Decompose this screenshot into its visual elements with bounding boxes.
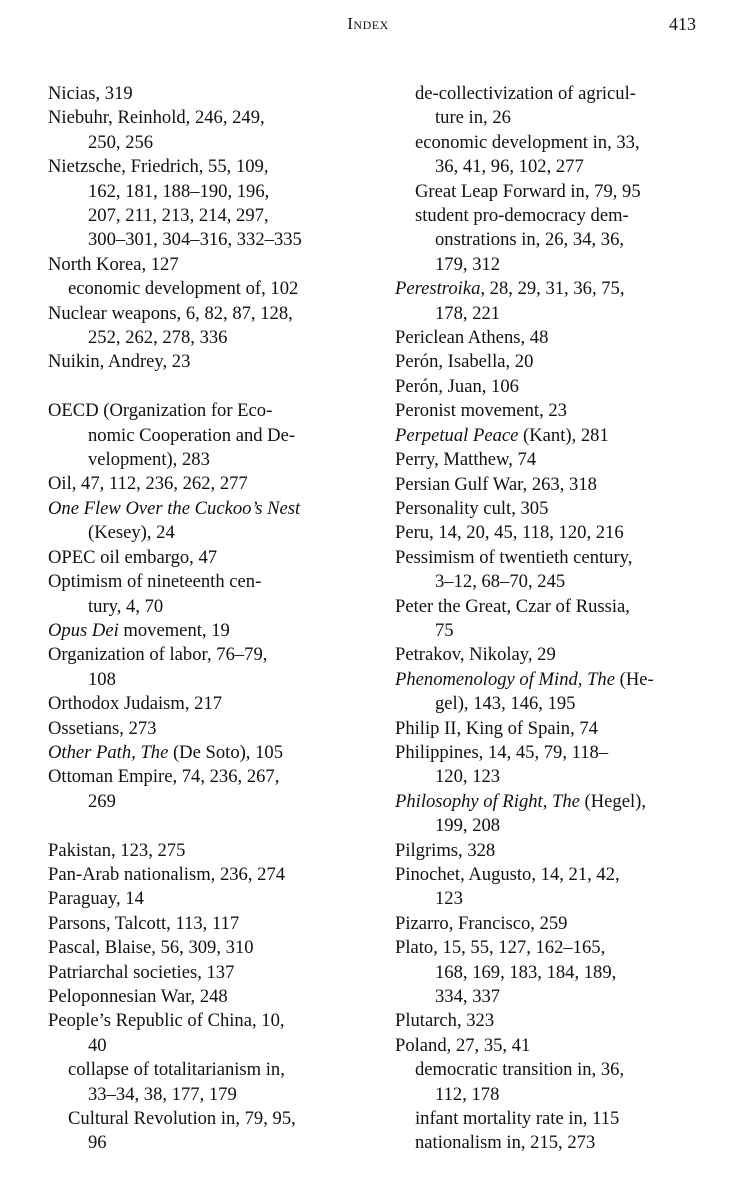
index-entry	[48, 253, 368, 277]
entry-continuation-line	[48, 668, 368, 692]
entry-text: Orthodox Judaism, 217	[48, 693, 223, 715]
entry-line	[395, 375, 715, 399]
entry-line	[48, 253, 368, 277]
entry-line	[395, 1009, 715, 1033]
entry-text: Parsons, Talcott, 113, 117	[48, 912, 240, 934]
entry-text: Pinochet, Augusto, 14, 21, 42,	[395, 864, 620, 885]
index-entry	[395, 375, 715, 399]
entry-line	[395, 546, 715, 570]
index-entry	[395, 839, 715, 863]
entry-continuation-line	[395, 253, 715, 277]
index-entry	[48, 863, 368, 887]
index-subentry	[395, 204, 715, 277]
entry-line	[48, 472, 368, 496]
entry-text: Plato, 15, 55, 127, 162–165,	[395, 937, 606, 959]
entry-text: Perón, Isabella, 20	[395, 351, 534, 373]
entry-line	[395, 1131, 715, 1155]
entry-text: velopment), 283	[88, 449, 210, 471]
entry-line	[395, 131, 715, 155]
index-entry	[48, 350, 368, 374]
entry-text: Nietzsche, Friedrich, 55, 109,	[48, 156, 269, 178]
entry-line	[395, 277, 715, 301]
entry-text: Peronist movement, 23	[395, 400, 567, 422]
entry-continuation-line	[48, 424, 368, 448]
index-entry	[48, 472, 368, 496]
entry-text: economic development of, 102	[68, 278, 299, 300]
entry-continuation-line	[48, 228, 368, 252]
entry-text: Nuclear weapons, 6, 82, 87, 128,	[48, 302, 293, 324]
entry-line	[395, 180, 715, 204]
index-entry	[48, 619, 368, 643]
entry-line	[48, 302, 368, 326]
entry-text: gel), 143, 146, 195	[435, 693, 576, 715]
index-subentry	[395, 82, 715, 131]
entry-line	[48, 546, 368, 570]
italic-title-text: One Flew Over the Cuckoo’s Nest	[48, 497, 301, 519]
entry-text: 162, 181, 188–190, 196,	[88, 180, 270, 202]
entry-text: (He-	[614, 668, 654, 690]
entry-line	[48, 912, 368, 936]
entry-continuation-line	[395, 887, 715, 911]
index-entry	[395, 717, 715, 741]
entry-text: Ottoman Empire, 74, 236, 267,	[48, 766, 280, 788]
entry-text: Philippines, 14, 45, 79, 118–	[395, 741, 609, 763]
entry-line	[48, 936, 368, 960]
entry-text: Pascal, Blaise, 56, 309, 310	[48, 937, 254, 959]
index-entry	[48, 497, 368, 546]
entry-text: 40	[88, 1034, 107, 1056]
entry-text: 334, 337	[435, 986, 501, 1008]
entry-text: Optimism of nineteenth cen-	[48, 571, 262, 593]
italic-title-text: Perpetual Peace	[395, 424, 519, 446]
entry-text: OECD (Organization for Eco-	[48, 400, 273, 422]
entry-text: 123	[435, 888, 463, 910]
entry-line	[48, 887, 368, 911]
entry-continuation-line	[395, 814, 715, 838]
entry-continuation-line	[48, 1034, 368, 1058]
entry-continuation-line	[395, 302, 715, 326]
index-subentry	[395, 180, 715, 204]
index-entry	[48, 643, 368, 692]
entry-continuation-line	[395, 619, 715, 643]
entry-line	[48, 717, 368, 741]
entry-line	[395, 82, 715, 106]
entry-text: de-collectivization of agricul-	[415, 83, 636, 104]
index-entry	[395, 741, 715, 790]
entry-line	[48, 350, 368, 374]
entry-text: democratic transition in, 36,	[415, 1059, 625, 1081]
entry-continuation-line	[395, 106, 715, 130]
index-column-right	[395, 82, 715, 1156]
entry-text: Peru, 14, 20, 45, 118, 120, 216	[395, 522, 624, 544]
section-gap	[48, 814, 368, 838]
entry-line	[395, 936, 715, 960]
entry-line	[48, 741, 368, 765]
index-subentry	[395, 1107, 715, 1131]
index-entry	[48, 839, 368, 863]
entry-text: economic development in, 33,	[415, 131, 640, 153]
index-entry	[395, 1009, 715, 1033]
entry-text: 207, 211, 213, 214, 297,	[88, 205, 269, 227]
index-entry	[395, 473, 715, 497]
entry-line	[395, 643, 715, 667]
entry-text: student pro-democracy dem-	[415, 205, 629, 227]
index-entry	[395, 790, 715, 839]
index-entry	[395, 277, 715, 326]
italic-title-text: Philosophy of Right, The	[395, 790, 580, 812]
entry-line	[395, 204, 715, 228]
entry-text: Niebuhr, Reinhold, 246, 249,	[48, 107, 265, 129]
entry-text: Pilgrims, 328	[395, 839, 496, 861]
entry-line	[48, 1058, 368, 1082]
entry-line	[395, 863, 715, 887]
entry-line	[395, 595, 715, 619]
page-number: 413	[669, 14, 696, 34]
index-column-left	[48, 82, 368, 1156]
entry-line	[395, 399, 715, 423]
entry-text: nationalism in, 215, 273	[415, 1132, 596, 1154]
index-entry	[395, 546, 715, 595]
index-entry	[48, 887, 368, 911]
index-entry	[395, 521, 715, 545]
entry-line	[48, 497, 368, 521]
entry-text: Perón, Juan, 106	[395, 375, 519, 397]
entry-text: 179, 312	[435, 253, 501, 275]
page-header	[0, 14, 736, 40]
index-entry	[48, 82, 368, 106]
entry-continuation-line	[395, 155, 715, 179]
entry-text: 250, 256	[88, 131, 154, 153]
entry-continuation-line	[395, 985, 715, 1009]
entry-text: onstrations in, 26, 34, 36,	[435, 229, 625, 251]
index-entry	[395, 448, 715, 472]
entry-text: nomic Cooperation and De-	[88, 424, 296, 446]
entry-continuation-line	[48, 521, 368, 545]
entry-line	[395, 1058, 715, 1082]
entry-text: Petrakov, Nikolay, 29	[395, 644, 556, 666]
index-entry	[48, 985, 368, 1009]
entry-text: 112, 178	[435, 1083, 500, 1105]
entry-line	[48, 1009, 368, 1033]
index-subentry	[395, 1058, 715, 1107]
entry-line	[48, 82, 368, 106]
entry-text: 96	[88, 1132, 107, 1154]
index-entry	[48, 1009, 368, 1058]
entry-continuation-line	[48, 204, 368, 228]
index-entry	[395, 399, 715, 423]
entry-text: 252, 262, 278, 336	[88, 327, 228, 349]
entry-text: Persian Gulf War, 263, 318	[395, 473, 597, 495]
italic-title-text: Perestroika,	[395, 278, 486, 300]
entry-text: 33–34, 38, 177, 179	[88, 1083, 237, 1105]
italic-title-text: Opus Dei	[48, 619, 119, 641]
entry-text: Pizarro, Francisco, 259	[395, 912, 568, 934]
index-entry	[48, 765, 368, 814]
entry-text: Nicias, 319	[48, 83, 133, 104]
entry-line	[395, 717, 715, 741]
entry-text: (Kant), 281	[518, 424, 609, 446]
entry-line	[395, 790, 715, 814]
entry-text: 199, 208	[435, 815, 501, 837]
entry-text: Perry, Matthew, 74	[395, 449, 537, 471]
entry-continuation-line	[395, 765, 715, 789]
entry-line	[395, 521, 715, 545]
index-entry	[395, 912, 715, 936]
entry-text: 269	[88, 790, 116, 812]
entry-line	[48, 619, 368, 643]
entry-text: Organization of labor, 76–79,	[48, 644, 268, 666]
entry-line	[48, 277, 368, 301]
entry-text: ture in, 26	[435, 107, 511, 129]
entry-line	[48, 155, 368, 179]
index-entry	[48, 961, 368, 985]
entry-line	[48, 570, 368, 594]
entry-continuation-line	[395, 570, 715, 594]
entry-line	[48, 765, 368, 789]
index-entry	[48, 912, 368, 936]
index-subentry	[48, 1058, 368, 1107]
italic-title-text: Phenomenology of Mind, The	[395, 668, 615, 690]
entry-line	[48, 399, 368, 423]
index-entry	[48, 741, 368, 765]
entry-text: (Kesey), 24	[88, 522, 175, 544]
entry-text: Pan-Arab nationalism, 236, 274	[48, 863, 286, 885]
index-entry	[395, 424, 715, 448]
entry-line	[395, 912, 715, 936]
entry-continuation-line	[48, 595, 368, 619]
entry-continuation-line	[48, 448, 368, 472]
entry-continuation-line	[395, 961, 715, 985]
entry-continuation-line	[48, 326, 368, 350]
italic-title-text: Other Path, The	[48, 741, 169, 763]
entry-text: Patriarchal societies, 137	[48, 961, 235, 983]
entry-line	[395, 326, 715, 350]
entry-text: tury, 4, 70	[88, 595, 164, 617]
entry-continuation-line	[48, 1083, 368, 1107]
entry-line	[395, 1107, 715, 1131]
entry-text: 178, 221	[435, 302, 501, 324]
entry-continuation-line	[48, 790, 368, 814]
entry-text: movement, 19	[118, 619, 230, 641]
index-entry	[395, 1034, 715, 1058]
index-entry	[395, 595, 715, 644]
index-entry	[395, 326, 715, 350]
index-entry	[395, 668, 715, 717]
index-entry	[395, 643, 715, 667]
entry-line	[48, 643, 368, 667]
entry-line	[395, 668, 715, 692]
entry-text: 108	[88, 668, 116, 690]
entry-text: 75	[435, 619, 454, 641]
index-subentry	[48, 1107, 368, 1156]
index-entry	[48, 692, 368, 716]
entry-text: infant mortality rate in, 115	[415, 1108, 620, 1130]
entry-line	[395, 473, 715, 497]
entry-line	[48, 1107, 368, 1131]
index-entry	[48, 399, 368, 472]
entry-text: 3–12, 68–70, 245	[435, 571, 566, 593]
entry-text: Periclean Athens, 48	[395, 327, 549, 349]
entry-line	[48, 106, 368, 130]
index-subentry	[395, 1131, 715, 1155]
entry-text: Paraguay, 14	[48, 888, 144, 910]
entry-line	[395, 839, 715, 863]
entry-text: 28, 29, 31, 36, 75,	[485, 278, 625, 300]
entry-line	[48, 839, 368, 863]
index-entry	[395, 350, 715, 374]
entry-text: North Korea, 127	[48, 253, 179, 275]
entry-continuation-line	[48, 131, 368, 155]
index-entry	[48, 570, 368, 619]
entry-text: Poland, 27, 35, 41	[395, 1034, 531, 1056]
entry-line	[48, 961, 368, 985]
entry-text: 300–301, 304–316, 332–335	[88, 229, 302, 251]
index-entry	[48, 546, 368, 570]
index-entry	[48, 717, 368, 741]
entry-text: Cultural Revolution in, 79, 95,	[68, 1108, 296, 1130]
entry-text: Nuikin, Andrey, 23	[48, 351, 191, 373]
entry-line	[395, 448, 715, 472]
entry-text: Plutarch, 323	[395, 1010, 495, 1032]
entry-line	[48, 863, 368, 887]
entry-continuation-line	[395, 228, 715, 252]
entry-text: OPEC oil embargo, 47	[48, 546, 218, 568]
entry-continuation-line	[48, 180, 368, 204]
entry-text: Peter the Great, Czar of Russia,	[395, 595, 630, 617]
entry-text: collapse of totalitarianism in,	[68, 1059, 285, 1081]
index-entry	[395, 863, 715, 912]
entry-text: 168, 169, 183, 184, 189,	[435, 961, 617, 983]
index-subentry	[395, 131, 715, 180]
index-entry	[48, 936, 368, 960]
entry-text: (Hegel),	[579, 790, 646, 812]
entry-text: Philip II, King of Spain, 74	[395, 717, 598, 739]
entry-text: Pakistan, 123, 275	[48, 839, 186, 861]
index-entry	[48, 155, 368, 253]
index-entry	[48, 302, 368, 351]
entry-line	[395, 741, 715, 765]
entry-text: Oil, 47, 112, 236, 262, 277	[48, 473, 248, 495]
index-entry	[395, 936, 715, 1009]
entry-continuation-line	[395, 692, 715, 716]
index-subentry	[48, 277, 368, 301]
entry-continuation-line	[48, 1131, 368, 1155]
entry-text: 36, 41, 96, 102, 277	[435, 156, 584, 178]
entry-text: 120, 123	[435, 766, 501, 788]
entry-line	[395, 497, 715, 521]
running-title: Index	[347, 14, 389, 33]
section-gap	[48, 375, 368, 399]
entry-line	[395, 1034, 715, 1058]
entry-line	[48, 985, 368, 1009]
entry-line	[395, 424, 715, 448]
entry-text: (De Soto), 105	[168, 741, 283, 763]
entry-text: Great Leap Forward in, 79, 95	[415, 180, 641, 202]
index-entry	[48, 106, 368, 155]
entry-continuation-line	[395, 1083, 715, 1107]
index-entry	[395, 497, 715, 521]
entry-line	[48, 692, 368, 716]
entry-line	[395, 350, 715, 374]
entry-text: People’s Republic of China, 10,	[48, 1010, 285, 1032]
entry-text: Peloponnesian War, 248	[48, 986, 228, 1007]
entry-text: Pessimism of twentieth century,	[395, 546, 633, 568]
entry-text: Ossetians, 273	[48, 717, 157, 739]
entry-text: Personality cult, 305	[395, 497, 549, 519]
